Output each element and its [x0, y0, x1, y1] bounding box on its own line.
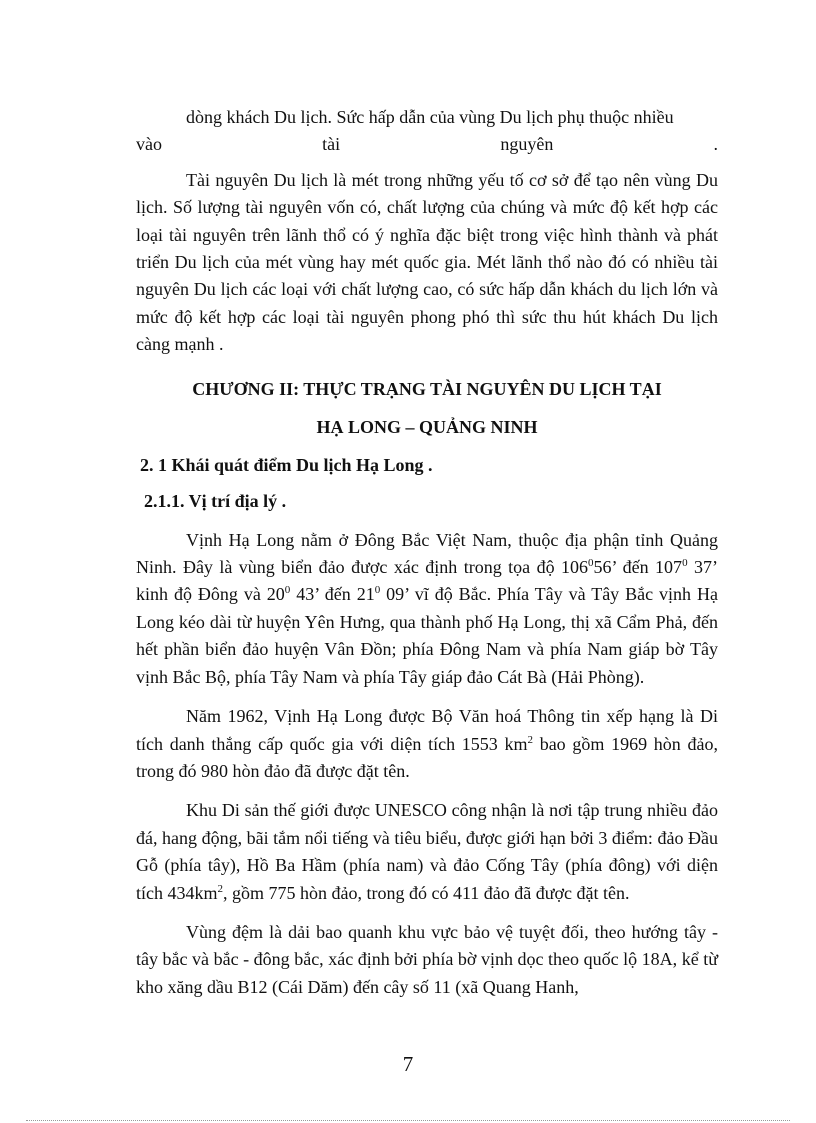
text-run: Năm 1962, Vịnh Hạ Long được Bộ Văn hoá Thông tin xếp hạng là Di tích danh thắng cấp quốc gia với diện tích 1553 km	[136, 706, 718, 754]
degree-superscript: 0	[588, 557, 594, 570]
page-bottom-divider	[26, 1120, 790, 1121]
paragraph-text: vào tài nguyên .	[136, 134, 718, 155]
paragraph-history	[136, 703, 718, 785]
page-body	[136, 104, 718, 1001]
chapter-title-line-1: CHƯƠNG II: THỰC TRẠNG TÀI NGUYÊN DU LỊCH TẠI	[192, 378, 662, 399]
degree-superscript: 0	[682, 557, 688, 570]
paragraph-continuation-line: dòng khách Du lịch. Sức hấp dẫn của vùng Du lịch phụ thuộc nhiều	[186, 107, 674, 127]
text-run: Vịnh Hạ Long nằm ở Đông Bắc Việt Nam, thuộc địa phận tỉnh Quảng Ninh. Đây là vùng biển đảo được xác định trong tọa độ 106	[136, 529, 718, 578]
paragraph-buffer-zone: Vùng đệm là dải bao quanh khu vực bảo vệ tuyệt đối, theo hướng tây - tây bắc và bắc - đông bắc, xác định bởi phía bờ vịnh dọc theo quốc lộ 18A, kể từ kho xăng dầu B12 (Cái Dăm) đến cây số 11 (xã Quang Hanh,	[136, 921, 718, 997]
text-run: 56’ đến 107	[593, 557, 683, 578]
text-run: 09’ vĩ độ Bắc. Phía Tây và Tây Bắc vịnh Hạ Long kéo dài từ huyện Yên Hưng, qua thành phố Hạ Long, thị xã Cẩm Phả, đến hết phần biển đảo huyện Vân Đồn; phía Đông Nam và phía Nam giáp bờ Tây vịnh Bắc Bộ, phía Tây Nam và phía Tây giáp đảo Cát Bà (Hải Phòng).	[136, 584, 718, 687]
area-superscript: 2	[527, 733, 533, 746]
text-run: Khu Di sản thế giới được UNESCO công nhận là nơi tập trung nhiều đảo đá, hang động, bãi tắm nổi tiếng và tiêu biểu, được giới hạn bởi 3 điểm: đảo Đầu Gỗ (phía tây), Hồ Ba Hầm (phía nam) và đảo Cống Tây (phía đông) với diện tích 434km	[136, 800, 718, 903]
chapter-title-line-2: HẠ LONG – QUẢNG NINH	[316, 416, 538, 437]
text-run: 37’ kinh độ Đông và 20	[136, 557, 719, 605]
text-run: 43’ đến 21	[290, 584, 375, 605]
paragraph-unesco-heritage	[136, 797, 718, 907]
subsection-heading: 2.1.1. Vị trí địa lý .	[144, 490, 287, 511]
paragraph-tourism-resources: Tài nguyên Du lịch là mét trong những yếu tố cơ sở để tạo nên vùng Du lịch. Số lượng tài nguyên vốn có, chất lượng của chúng và mức độ kết hợp các loại tài nguyên trên lãnh thổ có ý nghĩa đặc biệt trong việc hình thành và phát triển Du lịch của mét vùng hay mét quốc gia. Mét lãnh thổ nào đó có nhiều tài nguyên Du lịch các loại với chất lượng cao, có sức hấp dẫn khách du lịch lớn và mức độ kết hợp các loại tài nguyên phong phó thì sức thu hút khách Du lịch càng mạnh .	[136, 169, 718, 355]
degree-superscript: 0	[284, 584, 291, 597]
text-run: , gồm 775 hòn đảo, trong đó có 411 đảo đã được đặt tên.	[223, 882, 630, 903]
paragraph-location	[136, 527, 718, 691]
section-heading: 2. 1 Khái quát điểm Du lịch Hạ Long .	[140, 454, 433, 475]
text-run: bao gồm 1969 hòn đảo, trong đó 980 hòn đảo đã được đặt tên.	[136, 733, 718, 781]
paragraph-continuation-last-line	[136, 131, 718, 158]
page-number: 7	[402, 1052, 414, 1076]
area-superscript: 2	[217, 882, 223, 895]
degree-superscript: 0	[374, 584, 381, 597]
